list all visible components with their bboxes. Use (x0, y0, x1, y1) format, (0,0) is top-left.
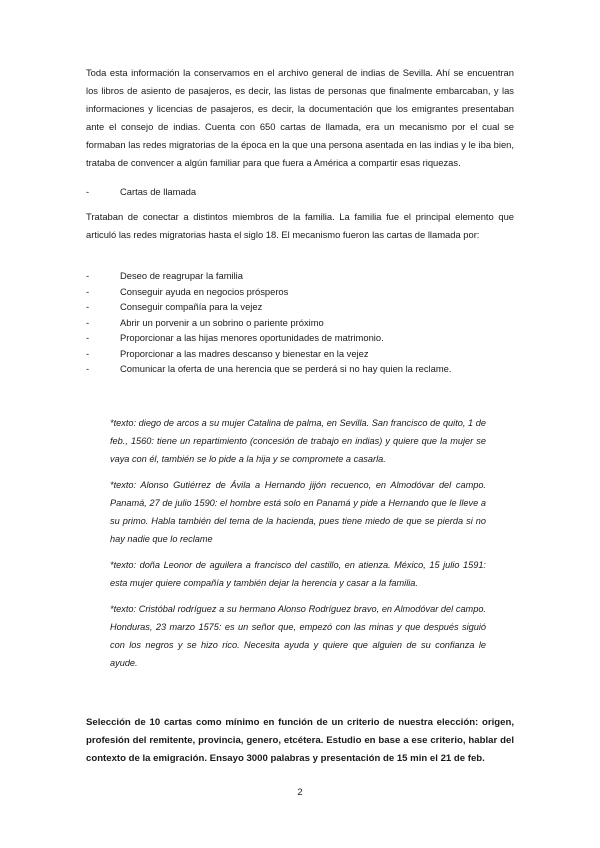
section-heading: Cartas de llamada (120, 186, 197, 197)
list-item: - Comunicar la oferta de una herencia que se perderá si no hay quien la reclame. (86, 361, 514, 377)
list-item: - Proporcionar a las hijas menores oportunidades de matrimonio. (86, 330, 514, 346)
bullet-dash: - (86, 301, 90, 312)
list-item: - Conseguir ayuda en negocios prósperos (86, 284, 514, 300)
networks-paragraph: Trataban de conectar a distintos miembros de la familia. La familia fue el principal elemento que articuló las redes migratorias hasta el siglo 18. El mecanismo fueron las cartas de llamada por: (86, 211, 514, 240)
bullet-dash: - (86, 316, 90, 328)
bullet-dash: - (86, 285, 90, 297)
intro-paragraph: Toda esta información la conservamos en el archivo general de indias de Sevilla. Ahí se encuentran los libros de asiento de pasajeros, es decir, las listas de personas que finalmente embarcaban, y las informaciones y licencias de pasajeros, es decir, la documentación que los emigrantes presentaban ante el consejo de indias. Cuenta con 650 cartas de llamada, era un mecanismo por el cual se formaban las redes migratorias de la época en la que una persona asentada en las indias y le iba bien, trataba de convencer a algún familiar para que fuera a América a compartir esas riquezas. (86, 67, 514, 168)
bullet-dash: - (86, 363, 90, 374)
section-list-item (86, 184, 196, 200)
bullet-dash: - (86, 186, 90, 197)
bullet-dash: - (86, 332, 90, 343)
letter-excerpt: *texto: Cristóbal rodríguez a su hermano Alonso Rodríguez bravo, en Almodóvar del campo. Honduras, 23 marzo 1575: es un señor que, empezó con las minas y que después siguió con los negros y se hizo rico. Necesita ayuda y quiere que alguien de su confianza le ayude. (110, 604, 486, 668)
reasons-list (86, 268, 514, 377)
bullet-dash: - (86, 270, 90, 281)
letter-excerpts (110, 414, 486, 680)
list-item: - Proporcionar a las madres descanso y bienestar en la vejez (86, 346, 514, 362)
list-item: - Conseguir compañía para la vejez (86, 299, 514, 315)
list-item: - Deseo de reagrupar la familia (86, 268, 514, 284)
bullet-dash: - (86, 347, 90, 359)
list-item: - Abrir un porvenir a un sobrino o pariente próximo (86, 315, 514, 331)
letter-excerpt: *texto: diego de arcos a su mujer Catalina de palma, en Sevilla. San francisco de quito, 1 de feb., 1560: tiene un repartimiento (concesión de trabajo en indias) y quiere que la mujer se vaya con él, también se lo pide a la hija y se compromete a casarla. (110, 418, 486, 464)
page-number: 2 (297, 786, 303, 797)
letter-excerpt: *texto: doña Leonor de aguilera a francisco del castillo, en atienza. México, 15 julio 1591: esta mujer quiere compañía y también dejar la herencia y casar a la familia. (110, 560, 486, 588)
assignment-instructions: Selección de 10 cartas como mínimo en función de un criterio de nuestra elección: origen, profesión del remitente, provincia, genero, etcétera. Estudio en base a ese criterio, hablar del contexto de la emigración. Ensayo 3000 palabras y presentación de 15 min el 21 de feb. (86, 717, 514, 764)
letter-excerpt: *texto: Alonso Gutiérrez de Ávila a Hernando jijón recuenco, en Almodóvar del campo. Panamá, 27 de julio 1590: el hombre está solo en Panamá y pide a Hernando que le lleve a su primo. Habla también del tema de la hacienda, pues tiene miedo de que se pierda si no hay nadie que lo reclame (110, 480, 486, 544)
